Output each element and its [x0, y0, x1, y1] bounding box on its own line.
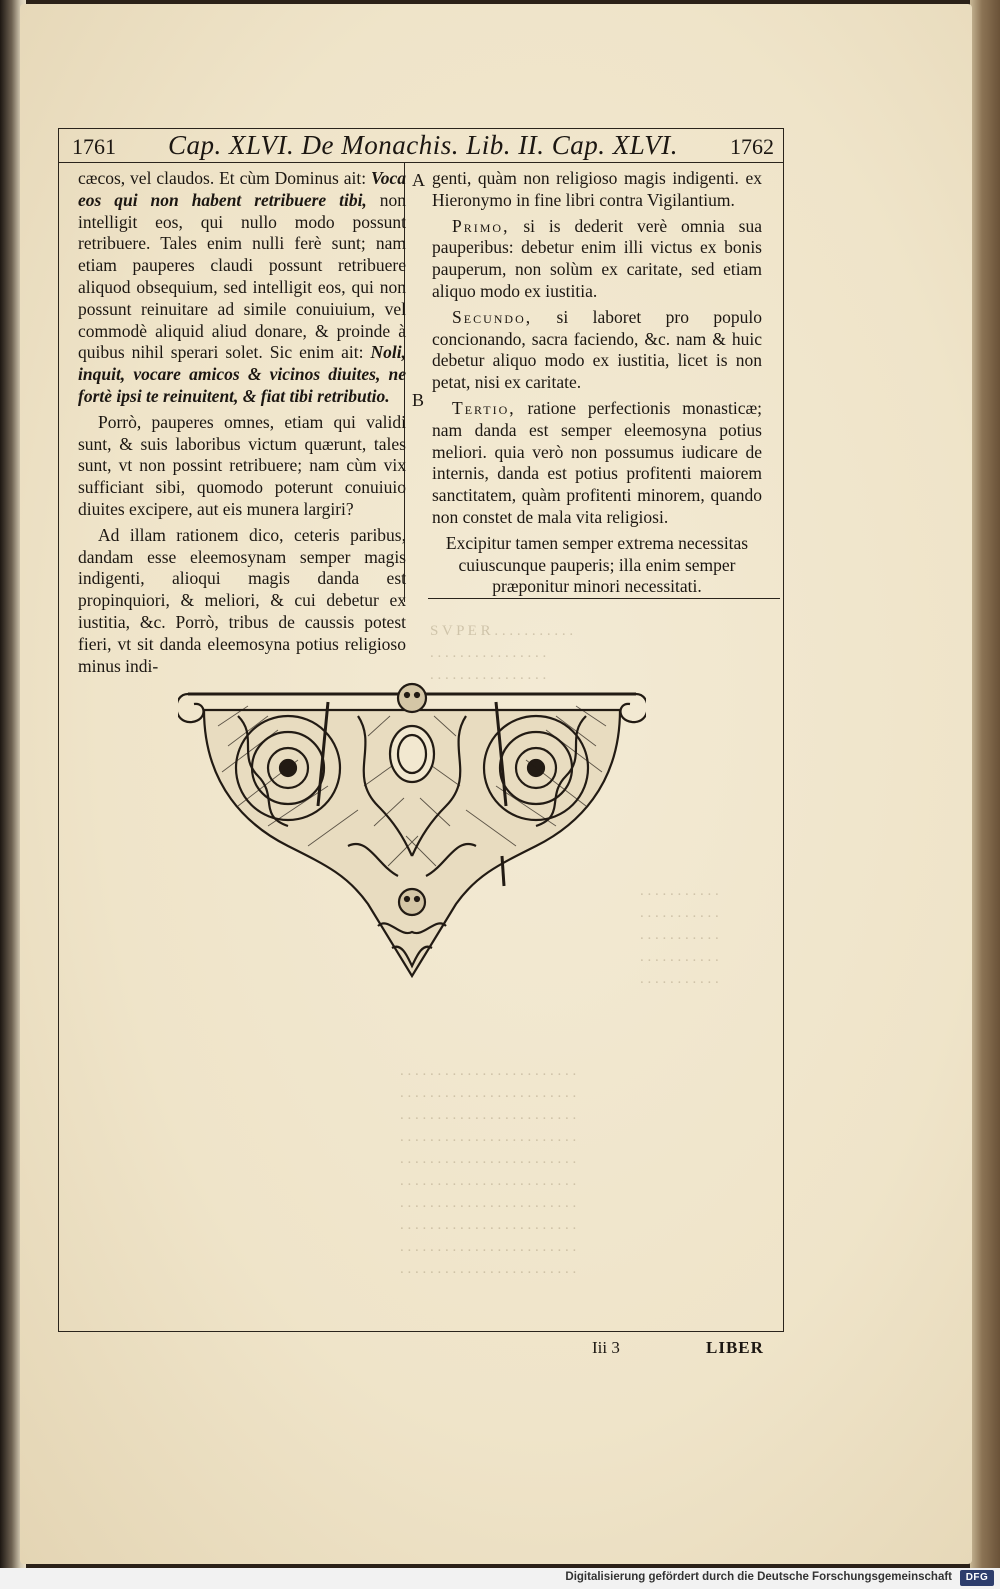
- italic-quote: Noli, inquit, vocare amicos & vicinos diuites, ne fortè ipsi te reinuitent, & fiat tibi retributio.: [78, 342, 406, 406]
- right-column: [432, 168, 762, 602]
- digitization-footer: [0, 1568, 1000, 1589]
- paragraph-2: Porrò, pauperes omnes, etiam qui validi sunt, & suis laboribus victum quærunt, tales sunt, vt non possint retribuere; nam cùm vix sufficiant sibi, quomodo poterunt conuiuio diuites excipere, aut eis munera largiri?: [78, 411, 406, 519]
- margin-marker-b: B: [412, 390, 425, 410]
- text-span: si laboret pro populo concionando, sacra faciendo, &c. nam & huic debetur aliquo modo ex iustitia, licet is non petat, nisi ex caritate.: [432, 306, 762, 393]
- ornament-tailpiece: [178, 676, 646, 996]
- catchword: LIBER: [706, 1338, 764, 1357]
- text-span: si is dederit verè omnia sua pauperibus: debetur enim illi victus ex bonis pauperum, non solùm ex caritate, sed etiam aliquo modo ex iustitia.: [432, 215, 762, 301]
- section-label: Primo,: [452, 215, 510, 236]
- page-header: [58, 128, 784, 163]
- dfg-logo: DFG: [960, 1570, 994, 1586]
- text-span: non intelligit eos, qui nullo modo possunt retribuere. Tales enim nulli ferè sunt; nam etiam pauperes claudi possunt retribuere aliquod obsequium, sed intelligit eos, qui non possunt reinuitare ad simile conuiuium, vel commodè aliquid aliud donare, & proinde à quibus nihil sperari solet. Sic enim ait:: [78, 189, 406, 363]
- margin-marker-a: A: [412, 170, 425, 190]
- page-number-right: 1762: [730, 134, 774, 159]
- paragraph-3: Ad illam rationem dico, ceteris paribus, dandam esse eleemosynam semper magis indigenti, alioqui magis danda est propinquiori, & meliori, & cui debetur ex iustitia, &c. Porrò, tribus de caussis potest fieri, vt sit danda eleemosyna potius religioso minus indi-: [78, 524, 406, 676]
- running-title: Cap. XLVI. De Monachis. Lib. II. Cap. XLVI.: [168, 130, 678, 160]
- paragraph-primo: [432, 216, 762, 303]
- show-through-text: . . . . . . . . . . . . . . . . . . . . . . . . . . . . . . . . . . . . . . . . . . . . . . . . . . . . . . . . . . . . . . . . . . . . . . . . . . . . . . . . . . . . . . . . . . . . . . . . . . . . . . . . . . . . . . . . . . . . . . . . . . . . . . . . . . . . . . . . . . . . . . . . . . . . . . . . . . . . . . . . . . . . . . . . . . . . . . . . . . . . . . . . . . . . . . . . . . . . . . . . . . . . . . . . . . . . . . . . . . . . . . . . . . . . . . . . . . . . . . . .: [400, 1063, 577, 1277]
- text-span: ratione perfectionis monasticæ; nam danda est semper eleemosyna potius meliori. quia verò non possumus iudicare de internis, danda est potius profitenti maiorem sanctitatem, quàm profitenti minorem, quando non constet de mala vita religiosi.: [432, 397, 763, 527]
- paragraph-1: [78, 168, 406, 408]
- digitization-note: Digitalisierung gefördert durch die Deutsche Forschungsgemeinschaft: [565, 1571, 952, 1583]
- page-number-left: 1761: [72, 134, 116, 159]
- section-label: Secundo,: [452, 306, 533, 327]
- left-column: [78, 168, 406, 681]
- text-span: cæcos, vel claudos. Et cùm Dominus ait:: [78, 168, 367, 188]
- closing-statement: Excipitur tamen semper extrema necessitas cuiuscunque pauperis; illa enim semper præponitur minori necessitati.: [445, 532, 749, 597]
- signature-mark: Iii 3: [592, 1338, 620, 1357]
- paragraph-secundo: [432, 307, 762, 394]
- paragraph-tertio: [432, 398, 762, 529]
- section-label: Tertio,: [452, 397, 516, 418]
- show-through-text: . . . . . . . . . . . . . . . . . . . . . . . . . . . . . . . . . . . . . . . . . . . . . . . . . . . . . . .: [640, 883, 719, 987]
- book-edge-right: [970, 0, 1000, 1568]
- paragraph-continuation: genti, quàm non religioso magis indigenti. ex Hieronymo in fine libri contra Vigilantium.: [432, 168, 762, 210]
- show-through-text: S V P E R . . . . . . . . . . . . . . . . . . . . . . . . . . . . . . . . . . . . . . . . . . .: [430, 623, 574, 683]
- italic-quote: Voca eos qui non habent retribuere tibi,: [78, 168, 407, 210]
